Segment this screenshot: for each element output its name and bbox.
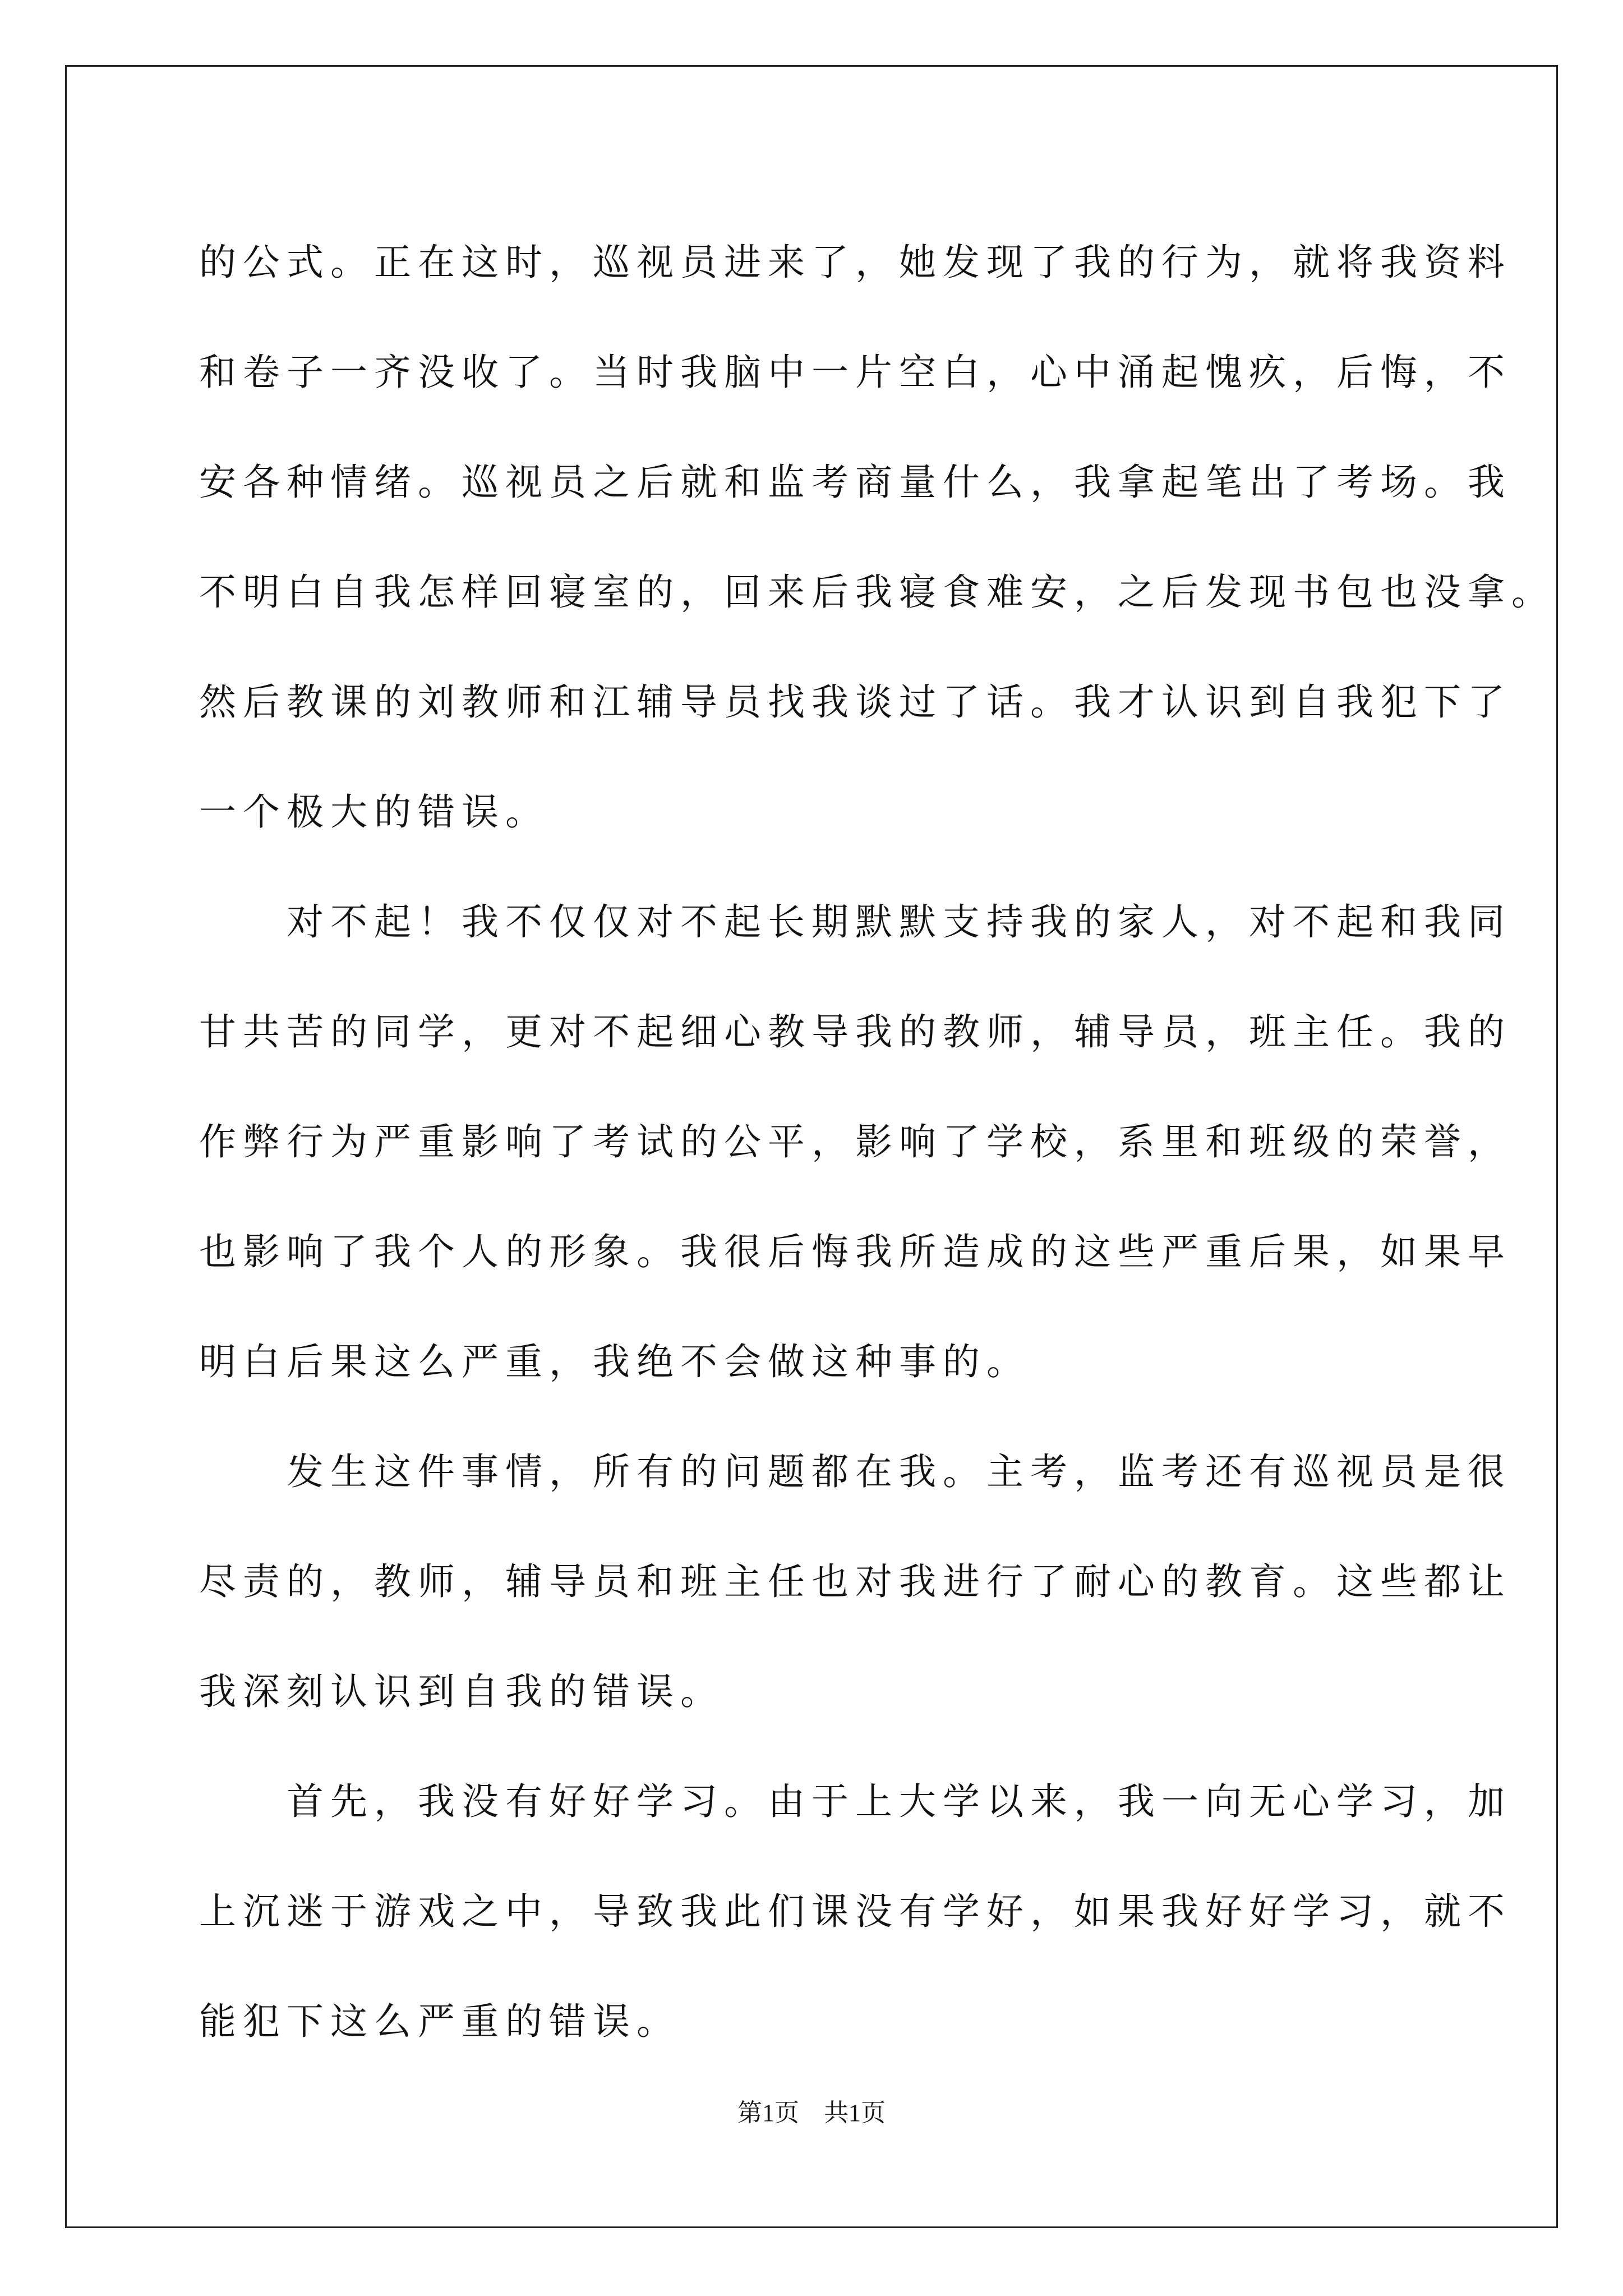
text-line: 不明白自我怎样回寝室的，回来后我寝食难安，之后发现书包也没拿。	[199, 570, 1555, 614]
page-footer: 第1页 共1页	[737, 2099, 886, 2127]
text-line: 发生这件事情，所有的问题都在我。主考，监考还有巡视员是很	[199, 1450, 1511, 1493]
text-line: 明白后果这么严重，我绝不会做这种事的。	[199, 1340, 1030, 1383]
text-line: 的公式。正在这时，巡视员进来了，她发现了我的行为，就将我资料	[199, 241, 1511, 284]
text-line: 安各种情绪。巡视员之后就和监考商量什么，我拿起笔出了考场。我	[199, 461, 1511, 504]
text-line: 也影响了我个人的形象。我很后悔我所造成的这些严重后果，如果早	[199, 1230, 1511, 1273]
text-line: 然后教课的刘教师和江辅导员找我谈过了话。我才认识到自我犯下了	[199, 680, 1511, 724]
text-line: 尽责的，教师，辅导员和班主任也对我进行了耐心的教育。这些都让	[199, 1560, 1511, 1603]
text-line: 我深刻认识到自我的错误。	[199, 1670, 724, 1713]
text-line: 作弊行为严重影响了考试的公平，影响了学校，系里和班级的荣誉，	[199, 1120, 1511, 1163]
text-line: 能犯下这么严重的错误。	[199, 2000, 680, 2043]
document-body	[199, 208, 1555, 2077]
text-line: 甘共苦的同学，更对不起细心教导我的教师，辅导员，班主任。我的	[199, 1010, 1511, 1053]
text-line: 一个极大的错误。	[199, 790, 549, 834]
text-line: 首先，我没有好好学习。由于上大学以来，我一向无心学习，加	[199, 1780, 1511, 1823]
text-line: 上沉迷于游戏之中，导致我此们课没有学好，如果我好好学习，就不	[199, 1890, 1511, 1933]
text-line: 和卷子一齐没收了。当时我脑中一片空白，心中涌起愧疚，后悔，不	[199, 351, 1511, 394]
text-line: 对不起！我不仅仅对不起长期默默支持我的家人，对不起和我同	[199, 900, 1511, 944]
